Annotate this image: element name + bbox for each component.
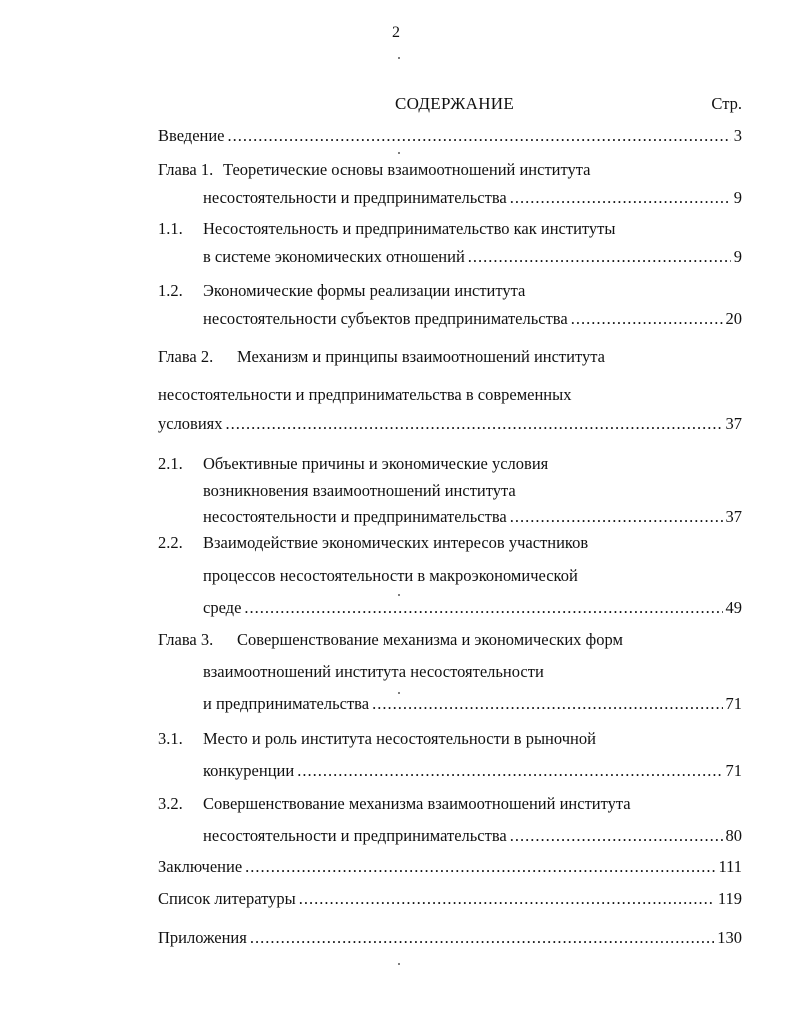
dot-leader — [228, 126, 731, 146]
scan-speck — [398, 594, 400, 596]
toc-page-number: 3 — [733, 126, 742, 145]
toc-chapter-2-number: Глава 2. — [158, 347, 214, 366]
toc-page-number: 37 — [725, 507, 742, 526]
toc-entry-section-3-2 — [203, 826, 742, 848]
toc-section-2-1-number: 2.1. — [158, 454, 183, 473]
dot-leader — [510, 826, 723, 846]
toc-entry-conclusion — [158, 857, 742, 879]
toc-entry-text: Заключение — [158, 857, 243, 876]
toc-chapter-3-line: взаимоотношений института несостоятельности — [203, 662, 544, 681]
toc-entry-text: среде — [203, 598, 242, 617]
dot-leader — [372, 694, 722, 714]
toc-entry-appendix — [158, 928, 742, 950]
toc-title: СОДЕРЖАНИЕ — [395, 94, 515, 113]
toc-page-number: 37 — [725, 414, 742, 433]
toc-entry-intro — [158, 126, 742, 148]
toc-entry-text: несостоятельности субъектов предпринимательства — [203, 309, 568, 328]
toc-section-1-1-number: 1.1. — [158, 219, 183, 238]
toc-page-number: 9 — [733, 188, 742, 207]
toc-chapter-2-line: несостоятельности и предпринимательства в современных — [158, 385, 572, 404]
toc-section-3-1-number: 3.1. — [158, 729, 183, 748]
toc-chapter-3-line: Совершенствование механизма и экономических форм — [237, 630, 623, 649]
toc-entry-text: Введение — [158, 126, 225, 145]
toc-entry-section-3-1 — [203, 761, 742, 783]
dot-leader — [244, 598, 722, 618]
toc-section-2-1-line: возникновения взаимоотношений института — [203, 481, 516, 500]
toc-entry-text: условиях — [158, 414, 223, 433]
toc-page-number: 80 — [725, 826, 742, 845]
toc-section-3-1-line: Место и роль института несостоятельности в рыночной — [203, 729, 596, 748]
toc-section-2-1-line: Объективные причины и экономические условия — [203, 454, 549, 473]
toc-chapter-1-line: Теоретические основы взаимоотношений института — [223, 160, 591, 179]
toc-section-1-2-number: 1.2. — [158, 281, 183, 300]
toc-section-2-2-number: 2.2. — [158, 533, 183, 552]
toc-entry-text: несостоятельности и предпринимательства — [203, 826, 507, 845]
toc-section-1-2-line: Экономические формы реализации института — [203, 281, 526, 300]
toc-page-number: 119 — [717, 889, 742, 908]
toc-entry-text: и предпринимательства — [203, 694, 370, 713]
toc-section-2-2-line: процессов несостоятельности в макроэкономической — [203, 566, 578, 585]
toc-chapter-2-line: Механизм и принципы взаимоотношений института — [237, 347, 605, 366]
dot-leader — [510, 188, 731, 208]
page-number: 2 — [392, 24, 400, 41]
toc-section-1-1-line: Несостоятельность и предпринимательство как институты — [203, 219, 616, 238]
scan-speck — [398, 57, 400, 59]
toc-page-number: 71 — [725, 761, 742, 780]
toc-entry-section-2-2 — [203, 598, 742, 620]
dot-leader — [245, 857, 715, 877]
toc-entry-references — [158, 889, 742, 911]
dot-leader — [299, 889, 715, 909]
toc-page-number: 9 — [733, 247, 742, 266]
toc-chapter-1-number: Глава 1. — [158, 160, 214, 179]
toc-page-number: 71 — [725, 694, 742, 713]
toc-entry-chapter-3 — [203, 694, 742, 716]
toc-section-3-2-number: 3.2. — [158, 794, 183, 813]
toc-entry-text: несостоятельности и предпринимательства — [203, 507, 507, 526]
toc-section-2-2-line: Взаимодействие экономических интересов участников — [203, 533, 589, 552]
toc-entry-section-1-2 — [203, 309, 742, 331]
scan-speck — [398, 963, 400, 965]
dot-leader — [510, 507, 723, 527]
dot-leader — [297, 761, 722, 781]
toc-entry-text: Приложения — [158, 928, 247, 947]
toc-entry-chapter-2 — [158, 414, 742, 436]
scan-speck — [398, 692, 400, 694]
dot-leader — [250, 928, 714, 948]
toc-page-number: 111 — [718, 857, 742, 876]
dot-leader — [571, 309, 723, 329]
toc-entry-section-1-1 — [203, 247, 742, 269]
toc-entry-section-2-1 — [203, 507, 742, 529]
toc-entry-text: в системе экономических отношений — [203, 247, 465, 266]
toc-chapter-3-number: Глава 3. — [158, 630, 214, 649]
scan-speck — [398, 152, 400, 154]
toc-section-3-2-line: Совершенствование механизма взаимоотношений института — [203, 794, 631, 813]
toc-page-number: 20 — [725, 309, 742, 328]
toc-entry-text: несостоятельности и предпринимательства — [203, 188, 507, 207]
toc-entry-text: конкуренции — [203, 761, 295, 780]
pages-column-label: Стр. — [711, 94, 742, 113]
toc-entry-text: Список литературы — [158, 889, 296, 908]
dot-leader — [468, 247, 731, 267]
toc-page-number: 130 — [717, 928, 742, 947]
dot-leader — [226, 414, 723, 434]
toc-page-number: 49 — [725, 598, 742, 617]
toc-entry-chapter-1 — [203, 188, 742, 210]
